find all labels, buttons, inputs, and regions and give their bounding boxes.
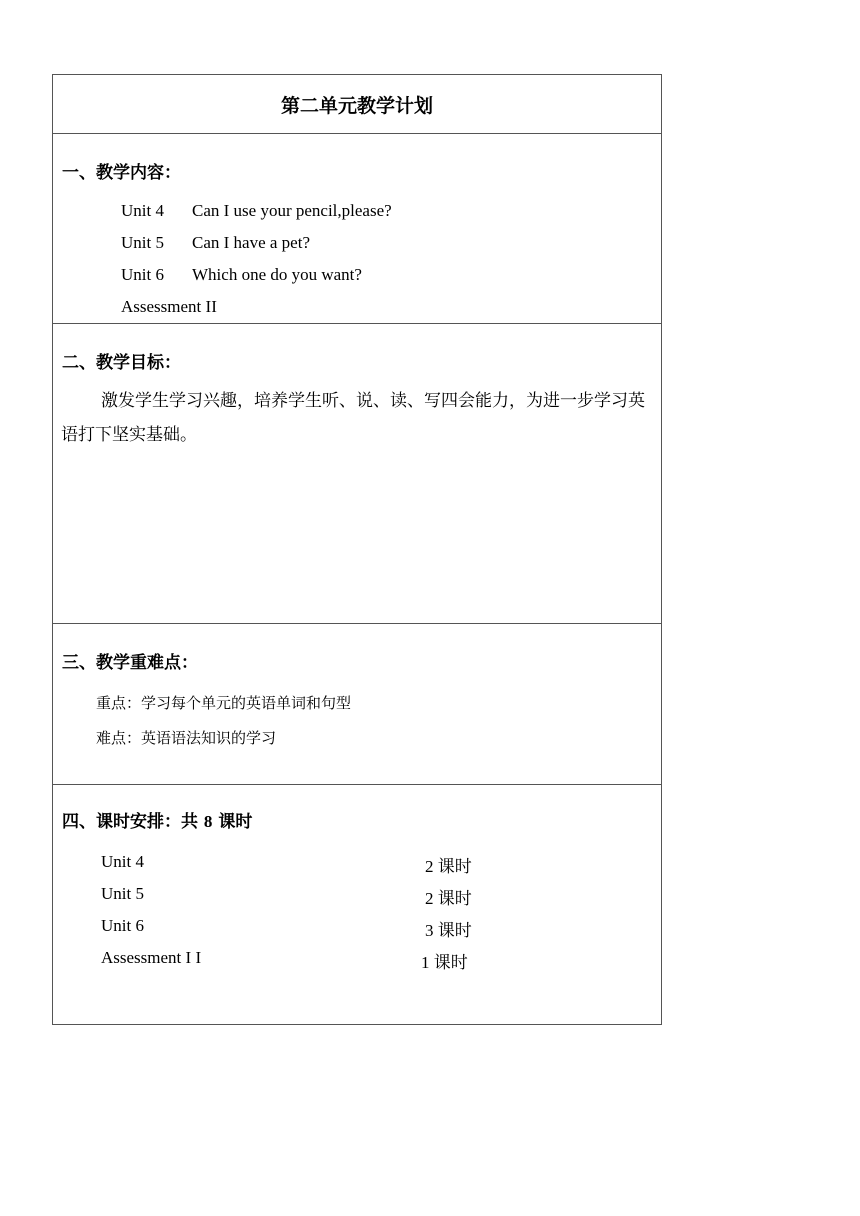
teaching-content-heading: 一、教学内容：	[62, 163, 181, 183]
document-title: 第二单元教学计划	[280, 94, 433, 117]
content-item-text: Can I have a pet?	[192, 233, 310, 252]
schedule-hours: 2 课时	[425, 857, 472, 876]
teaching-goals-section	[53, 323, 661, 623]
content-item-text: Which one do you want?	[192, 265, 362, 284]
key-points-heading: 三、教学重难点：	[62, 653, 198, 673]
schedule-section	[53, 784, 661, 1024]
schedule-total-hours: 8	[203, 812, 213, 831]
content-item	[121, 265, 362, 285]
teaching-goals-text: 激发学生学习兴趣，培养学生听、说、读、写四会能力，为进一步学习英语打下坚实基础。	[61, 391, 645, 445]
title-row	[53, 75, 661, 133]
schedule-hours: 1 课时	[421, 953, 468, 972]
content-item-unit: Unit 4	[121, 201, 164, 220]
content-item-unit: Unit 6	[121, 265, 164, 284]
teaching-goals-heading: 二、教学目标：	[62, 353, 181, 373]
key-points-section	[53, 623, 661, 784]
content-item	[121, 233, 310, 253]
content-item	[121, 201, 392, 221]
schedule-hours: 3 课时	[425, 921, 472, 940]
difficulty-point: 难点：英语语法知识的学习	[96, 729, 277, 747]
schedule-heading	[62, 807, 252, 832]
content-item-text: Can I use your pencil,please?	[192, 201, 392, 220]
content-item-unit: Unit 5	[121, 233, 164, 252]
schedule-hours: 2 课时	[425, 889, 472, 908]
schedule-unit: Unit 4	[101, 852, 144, 871]
schedule-unit: Assessment I I	[101, 948, 202, 967]
focus-point: 重点：学习每个单元的英语单词和句型	[96, 694, 352, 712]
teaching-content-section	[53, 133, 661, 323]
plan-table	[52, 74, 662, 1025]
schedule-heading-suffix: 课时	[218, 812, 253, 832]
schedule-unit: Unit 6	[101, 916, 144, 935]
content-assessment: Assessment II	[121, 297, 217, 316]
schedule-unit: Unit 5	[101, 884, 144, 903]
schedule-heading-prefix: 四、课时安排：共	[62, 812, 198, 832]
